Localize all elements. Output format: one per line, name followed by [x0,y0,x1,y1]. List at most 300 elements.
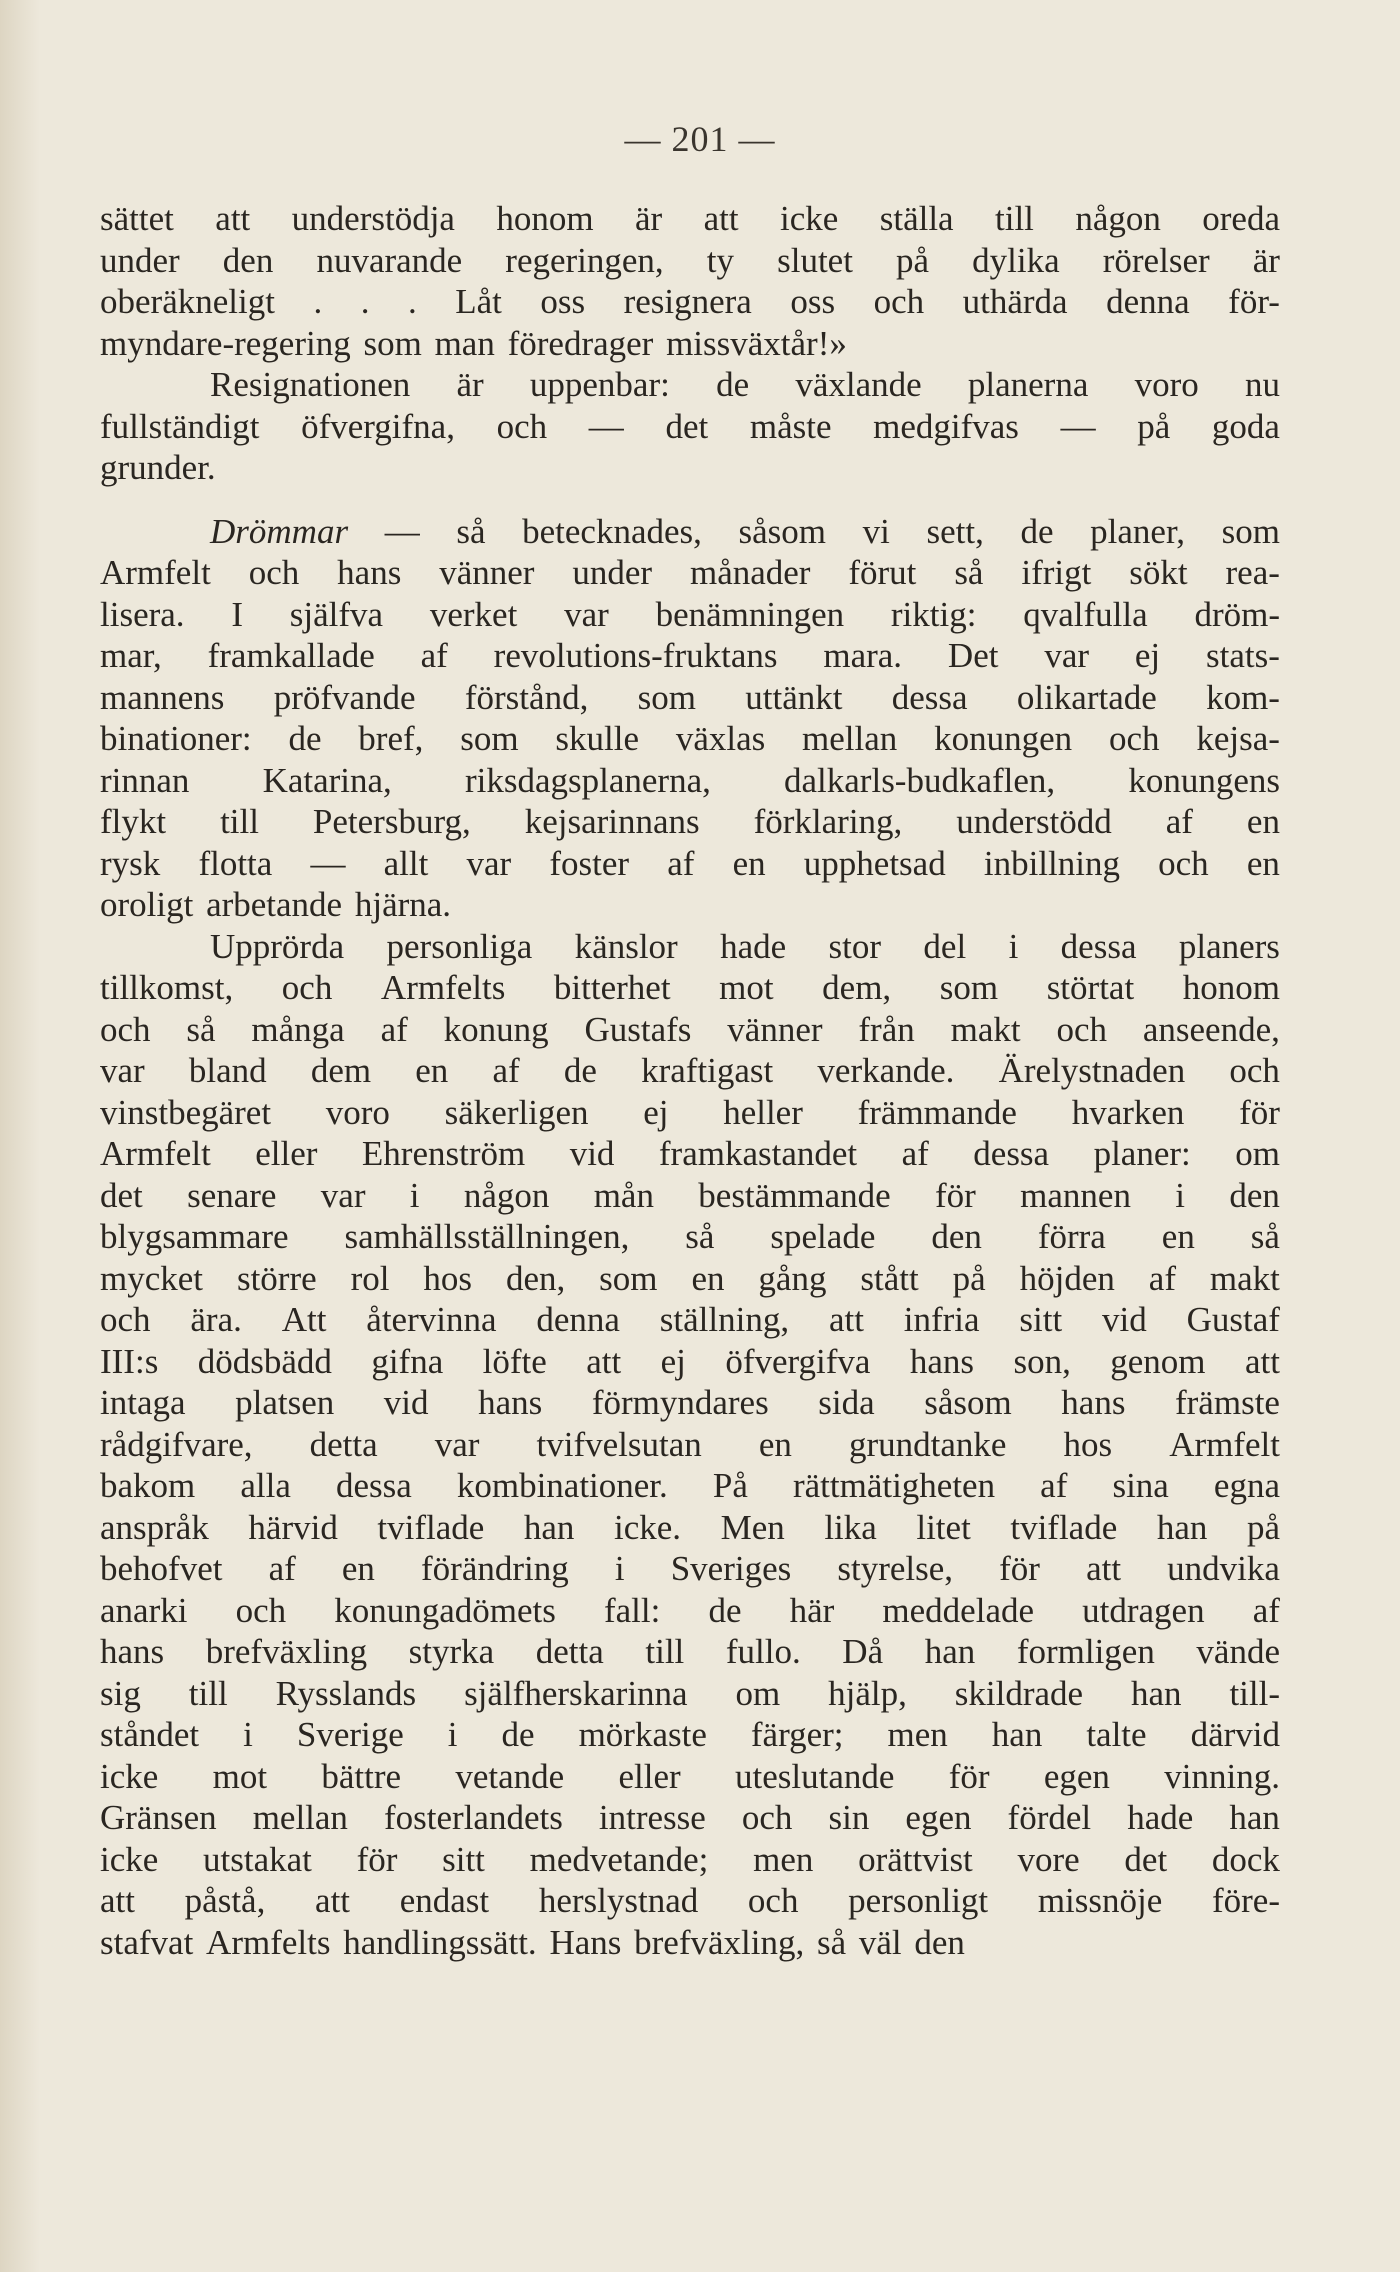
word: hade [720,926,787,966]
word: spelade [770,1217,876,1256]
text-line [100,677,1280,719]
word: tillkomst, [100,968,234,1007]
word: man [434,323,495,363]
word: riksdagsplanerna, [464,760,711,800]
text-line [100,1880,1280,1922]
word: själfherskarinna [464,1673,688,1713]
word: en [415,1051,449,1090]
word: i [243,1715,253,1754]
word: egen [905,1798,972,1837]
word: inbillning [983,843,1120,883]
word: och [741,1798,793,1837]
word: en [1246,802,1280,841]
word: väl [858,1922,902,1962]
text-line [100,1756,1280,1798]
word: under [100,240,180,280]
word: själfva [289,594,384,634]
word: herslystnad [538,1881,699,1920]
word: var [1044,636,1090,675]
word: att [100,1881,135,1920]
word: i [409,1175,420,1215]
text-line [100,1797,1280,1839]
word: Armfelts [206,1922,331,1962]
word: stor [828,926,882,966]
word: arbetande [206,885,343,924]
word: förut [848,553,917,592]
word: vore [1017,1839,1080,1879]
word: konungen [934,719,1073,758]
word: — [1060,406,1096,446]
word: konungadömets [334,1590,556,1630]
word: uttänkt [745,677,843,717]
word: planerna [967,365,1089,404]
word: påstå, [184,1881,266,1920]
word: rysk [100,843,161,883]
word: förmyndares [591,1383,769,1422]
word: grundtanke [848,1424,1007,1464]
text-line [100,718,1280,760]
word: och [1108,719,1160,758]
word: senare [187,1175,277,1215]
word: fullo. [725,1632,801,1671]
text-line [100,967,1280,1009]
word: dröm- [1194,594,1280,634]
word: denna [536,1300,620,1339]
word: bref, [358,719,424,758]
word: i [447,1715,458,1754]
word: och [1229,1051,1280,1090]
word: I [231,594,243,634]
word: heller [723,1092,803,1132]
word: flykt [100,802,167,841]
word: så [186,1009,216,1049]
word: Armfelt [100,1134,211,1173]
word: var [100,1051,145,1090]
word: dem, [822,968,892,1007]
word: höjden [1019,1258,1115,1298]
word: dylika [972,240,1060,280]
text-line [100,552,1280,594]
word: rättmätigheten [792,1466,996,1505]
word: för [1239,1092,1280,1132]
word: som [939,968,999,1007]
word: för [935,1175,976,1215]
word: . [407,282,417,321]
word: som [363,323,422,363]
word: stått [860,1258,919,1298]
word: af [1040,1466,1068,1505]
word: binationer: [100,719,252,758]
word: eller [618,1756,681,1796]
word: under [572,553,653,592]
word: störtat [1046,968,1135,1007]
word: qvalfulla [1023,594,1148,634]
paragraph-gap [100,489,1280,511]
text-line [100,1465,1280,1507]
word: han [523,1507,575,1547]
word: från [858,1009,915,1049]
word: en [732,843,766,883]
word: sättet [100,199,174,238]
word: rinnan [100,760,190,800]
word: tviflade [377,1507,485,1547]
text-line [100,1341,1280,1383]
word: till [220,802,259,841]
word: understödja [291,199,455,238]
word: för [356,1839,398,1879]
word: honom [496,199,594,238]
word: förklaring, [753,802,903,841]
word: vi [862,511,890,551]
word: På [712,1466,748,1505]
word: på [952,1258,986,1298]
word: litet [916,1507,971,1547]
word: i [1175,1175,1185,1215]
word: vid [569,1134,615,1173]
word: Sverige [296,1715,404,1754]
word: var [434,1424,480,1464]
word: en [1246,843,1280,883]
text-line [100,240,1280,282]
word: af [492,1051,520,1090]
word: af [1165,802,1193,841]
word: mån [593,1175,654,1215]
text-line [100,1009,1280,1051]
word: vände [1196,1632,1280,1671]
word: dödsbädd [197,1341,332,1381]
text-line [100,1382,1280,1424]
word: medvetande; [529,1839,709,1879]
word: de [288,719,322,758]
word: Rysslands [275,1673,417,1713]
word: och [248,553,300,592]
word: infria [903,1300,980,1339]
word: allt [383,843,429,883]
word: är [456,365,484,404]
word: den [222,240,274,280]
word: mannens [100,677,225,717]
word: — [588,406,624,446]
word: egen [1043,1756,1110,1796]
word: lika [824,1507,877,1547]
word: och [747,1881,799,1920]
word: rol [350,1258,390,1298]
word: pröfvande [273,677,416,717]
word: växlande [795,365,922,404]
word: icke [100,1756,159,1796]
word: ifrigt [1021,553,1092,592]
word: af [420,636,448,675]
word: mycket [100,1258,204,1298]
word: voro [325,1092,390,1132]
word: sitt [1019,1300,1063,1339]
word: därvid [1190,1715,1280,1754]
word: ty [706,240,735,280]
word: orättvist [858,1839,973,1879]
word: före- [1211,1881,1280,1920]
word: mellan [802,719,898,758]
word: förstånd, [464,677,589,717]
text-line [100,364,1280,406]
word: mot [212,1756,268,1796]
word: dalkarls-budkaflen, [784,760,1056,800]
word: eller [255,1134,318,1173]
word: framkastandet [658,1134,858,1173]
word: undvika [1167,1549,1280,1588]
word: goda [1211,406,1280,446]
word: ej [1134,636,1161,675]
word: bakom [100,1466,196,1505]
word: på [1137,406,1171,446]
word: till- [1229,1673,1280,1713]
word: någon [1075,199,1161,238]
word: uppenbar: [529,365,670,404]
word: talte [1086,1715,1147,1754]
word: betecknades, [522,511,702,551]
word: anarki [100,1590,188,1630]
word: att [828,1300,864,1339]
word: de [501,1715,535,1754]
word: gång [758,1258,827,1298]
word: personligt [848,1881,989,1920]
word: sitt [442,1839,485,1879]
word: sig [100,1673,141,1713]
word: så [1250,1217,1280,1256]
word: som [599,1258,658,1298]
word: vänner [727,1009,823,1049]
word: bland [188,1051,267,1090]
word: anseende, [1142,1009,1280,1049]
word: är [635,199,663,238]
word: och [281,968,333,1007]
word: medgifvas [873,406,1019,446]
word: och [1158,843,1209,883]
word: var [564,594,609,634]
word: af [1148,1258,1176,1298]
text-line [100,447,1280,489]
word: riktig: [890,594,977,634]
word: ställning, [659,1300,790,1339]
word: dock [1211,1839,1280,1879]
word: mellan [252,1798,348,1837]
word: och [873,282,925,321]
word: ej [643,1092,669,1132]
text-line [100,1507,1280,1549]
word: skildrade [954,1673,1084,1713]
word: icke [100,1839,159,1879]
word: bestämmande [698,1175,891,1215]
word: som [460,719,519,758]
word: af [901,1134,929,1173]
word: anspråk [100,1507,209,1547]
word: Upprörda [210,926,345,966]
word: och [235,1590,287,1630]
word: det [1124,1839,1168,1879]
word: revolutions-fruktans [493,636,778,675]
word: verkande. [817,1051,955,1090]
word: färger; [750,1715,844,1754]
word: planers [1178,926,1280,966]
word: hos [1063,1424,1113,1464]
word: den [1229,1175,1280,1215]
word: icke. [613,1507,682,1547]
word: hans [909,1341,975,1381]
word: handlingssätt. [343,1922,537,1962]
word: kombinationer. [456,1466,668,1505]
word: är [1252,240,1280,280]
word: denna [1106,282,1190,321]
word: men [753,1839,814,1879]
word: att [1244,1341,1280,1381]
word: föredrager [507,323,654,363]
word: sett, [926,511,984,551]
word: större [236,1258,317,1298]
word: intaga [100,1383,186,1422]
word: de [1020,511,1054,551]
text-line [100,1839,1280,1881]
word: och [1056,1009,1107,1049]
word: återvinna [366,1300,497,1339]
word: säkerligen [444,1092,589,1132]
word: härvid [248,1507,338,1547]
word: uthärda [962,282,1068,321]
word: brefväxling [205,1632,368,1671]
word: tvifvelsutan [536,1424,702,1464]
text-line [100,760,1280,802]
text-line [100,1548,1280,1590]
word: på [1246,1507,1280,1547]
word: främmande [857,1092,1017,1132]
word: af [380,1009,408,1049]
word: såsom [738,511,827,551]
word: oreda [1202,199,1280,238]
word: vid [1102,1300,1147,1339]
word: främste [1175,1383,1280,1422]
word: Låt [455,282,502,321]
word: formligen [1016,1632,1155,1671]
word: den, [505,1258,566,1298]
word: mot [719,968,774,1007]
word: på [896,240,930,280]
word: honom [1182,968,1280,1007]
word: förra [1037,1217,1106,1256]
body-text [100,198,1280,1963]
word: skulle [555,719,639,758]
word: son, [1013,1341,1071,1381]
word: löfte [482,1341,547,1381]
word: såsom [924,1383,1012,1422]
word: gifna [371,1341,444,1381]
word: endast [399,1881,490,1920]
text-line [100,198,1280,240]
text-line [100,1258,1280,1300]
word: om [1235,1134,1280,1173]
word: intresse [598,1798,706,1837]
word: och [100,1009,151,1049]
word: så [816,1922,847,1962]
word: Armfelt [1169,1424,1280,1464]
word: framkallade [207,636,375,675]
word: Armfelts [380,968,506,1007]
word: ej [660,1341,686,1381]
word: . [313,282,323,321]
word: måste [749,406,832,446]
word: oberäkneligt [100,282,275,321]
text-line [100,1050,1280,1092]
word: styrka [408,1632,495,1671]
word: han [1130,1673,1182,1713]
word: brefväxling, [634,1922,805,1962]
page-number: — 201 — [624,119,776,159]
word: rådgifvare, [100,1424,253,1464]
word: han [991,1715,1043,1754]
word: om [735,1673,781,1713]
word: de [716,365,750,404]
word: många [251,1009,345,1049]
word: platsen [235,1383,335,1422]
word: III:s [100,1341,159,1381]
word: Sveriges [670,1549,792,1588]
word: missväxtår!» [666,323,847,363]
word: Gustafs [584,1009,692,1049]
word: hjälp, [828,1673,907,1713]
word: så [456,511,486,551]
word: fördel [1007,1798,1092,1837]
word: Petersburg, [312,802,471,841]
word: en [1161,1217,1195,1256]
word: hjärna. [354,885,452,924]
word: kraftigast [641,1051,774,1090]
word: nu [1244,365,1280,404]
word: Katarina, [262,760,392,800]
word: flotta [198,843,273,883]
word: rea- [1225,553,1280,592]
word: han [924,1632,976,1671]
word: behofvet [100,1549,223,1588]
word: Gränsen [100,1798,217,1837]
word: han [1156,1507,1208,1547]
text-line [100,801,1280,843]
text-line [100,884,1280,926]
word: planer: [1093,1134,1191,1173]
word: verket [429,594,518,634]
word: understödd [956,802,1112,841]
word: fall: [603,1590,661,1630]
word: kejsarinnans [524,802,700,841]
word: slutet [777,240,853,280]
word: att [1086,1549,1122,1588]
word: Hans [549,1922,622,1962]
word: för [948,1756,990,1796]
word: Ehrenström [361,1134,526,1173]
word: för [999,1549,1040,1588]
word: personliga [386,926,533,966]
word: makt [950,1009,1021,1049]
word: utstakat [203,1839,312,1879]
word: mar, [100,636,162,675]
word: benämningen [655,594,845,634]
word: dessa [335,1466,412,1505]
word: rörelser [1102,240,1210,280]
word: till [645,1632,685,1671]
word: var [320,1175,366,1215]
word: de [563,1051,597,1090]
word: som [1221,511,1280,551]
word: växlas [675,719,766,758]
word: hos [423,1258,473,1298]
word: samhällsställningen, [344,1217,630,1256]
word: alla [240,1466,291,1505]
